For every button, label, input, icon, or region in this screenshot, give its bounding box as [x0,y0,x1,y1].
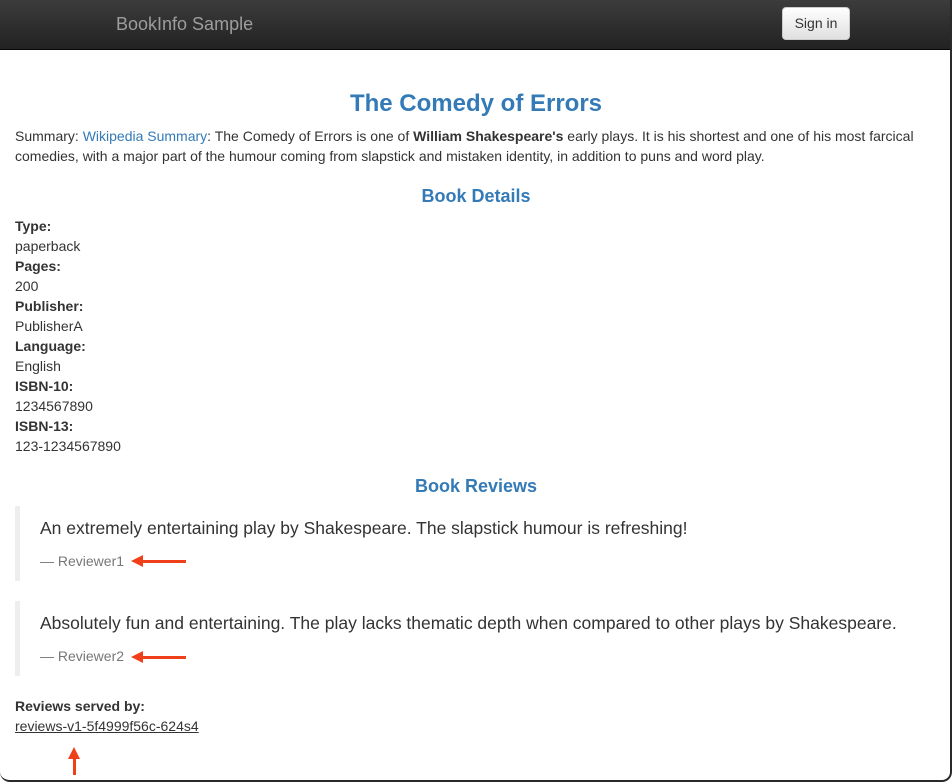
book-reviews-heading: Book Reviews [414,476,538,496]
sign-in-button[interactable]: Sign in [782,7,850,40]
book-details-heading: Book Details [421,186,531,206]
summary-text-1: : The Comedy of Errors is one of [207,128,414,144]
review-item [15,601,937,676]
page-title: The Comedy of Errors [349,90,603,117]
detail-value-isbn10: 1234567890 [15,398,93,414]
detail-value-language: English [15,358,61,374]
detail-label-isbn10: ISBN-10: [15,378,74,394]
detail-value-type: paperback [15,238,81,254]
review-text: An extremely entertaining play by Shakespeare. The slapstick humour is refreshing! [40,518,688,538]
detail-label-type: Type: [15,218,52,234]
reviews-pod-name: reviews-v1-5f4999f56c-624s4 [15,718,199,734]
review-text: Absolutely fun and entertaining. The play lacks thematic depth when compared to other plays by Shakespeare. [40,613,897,633]
annotation-arrow-up-icon [73,757,76,775]
detail-label-isbn13: ISBN-13: [15,418,74,434]
reviewer-name: — Reviewer2 [40,648,125,664]
annotation-arrow-left-icon [141,656,186,659]
summary-paragraph [15,126,937,166]
top-navbar [0,0,952,50]
summary-author: William Shakespeare's [413,128,564,144]
book-details-list [15,216,121,456]
detail-label-publisher: Publisher: [15,298,84,314]
brand-link[interactable]: BookInfo Sample [116,14,254,34]
review-item [15,506,937,581]
detail-value-pages: 200 [15,278,39,294]
detail-value-isbn13: 123-1234567890 [15,438,121,454]
detail-label-language: Language: [15,338,86,354]
detail-label-pages: Pages: [15,258,61,274]
wikipedia-summary-link[interactable]: Wikipedia Summary [82,128,208,144]
detail-value-publisher: PublisherA [15,318,83,334]
annotation-arrow-left-icon [141,560,186,563]
reviewer-name: — Reviewer1 [40,553,125,569]
summary-text-2: early plays. It is his shortest and one of his most farcical comedies, with a major part of the humour coming from slapstick and mistaken identity, in addition to puns and word play. [15,128,914,164]
reviews-served-by-label: Reviews served by: [15,698,145,714]
summary-prefix: Summary: [15,128,83,144]
